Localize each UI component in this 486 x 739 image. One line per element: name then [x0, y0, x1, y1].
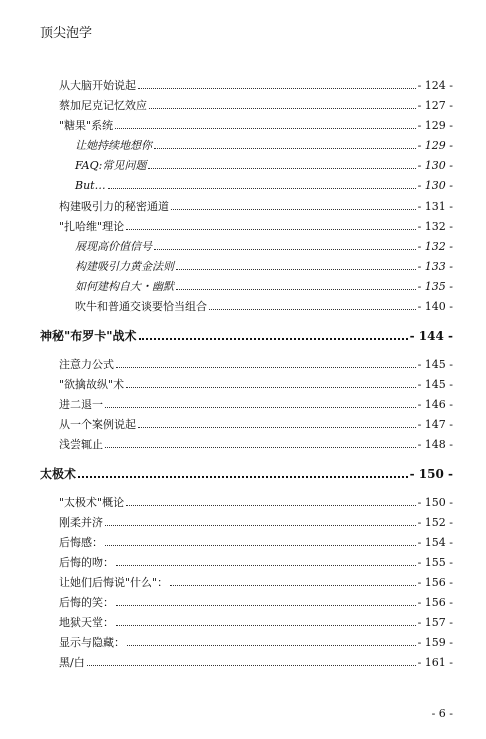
page-number: - 6 -: [431, 707, 453, 720]
toc-section-heading[interactable]: [40, 329, 453, 343]
toc-entry-title: 黑/白: [59, 656, 85, 669]
toc-entry-page: - 130 -: [417, 159, 453, 172]
toc-entry-title: But…: [75, 179, 106, 192]
toc-entry-title: 让她们后悔说"什么"：: [59, 576, 169, 589]
toc-entry-title: 构建吸引力黄金法则: [75, 260, 174, 273]
toc-entry[interactable]: [59, 616, 453, 630]
toc-entry[interactable]: [59, 200, 453, 214]
toc-entry[interactable]: [59, 656, 453, 670]
toc-entry-page: - 157 -: [417, 616, 453, 629]
toc-entry-title: 后悔的笑：: [59, 596, 114, 609]
toc-leader-dots: [105, 516, 416, 526]
toc-entry-page: - 144 -: [409, 329, 453, 343]
toc-leader-dots: [139, 329, 408, 340]
toc-entry-title: 注意力公式: [59, 358, 114, 371]
toc-entry-title: "扎哈维"理论: [59, 220, 125, 233]
toc-entry-page: - 147 -: [417, 418, 453, 431]
toc-entry-title: 显示与隐藏：: [59, 636, 125, 649]
toc-entry[interactable]: [59, 99, 453, 113]
toc-entry[interactable]: [59, 220, 453, 234]
toc-entry[interactable]: [75, 159, 453, 173]
toc-entry-title: 从一个案例说起: [59, 418, 136, 431]
toc-entry[interactable]: [59, 516, 453, 530]
toc-entry-page: - 133 -: [417, 260, 453, 273]
toc-entry-title: 后悔的吻：: [59, 556, 114, 569]
toc-entry-title: "太极术"概论: [59, 496, 125, 509]
toc-leader-dots: [176, 280, 416, 290]
toc-entry[interactable]: [75, 280, 453, 294]
page-header-title: 顶尖泡学: [40, 26, 93, 41]
toc-leader-dots: [154, 240, 416, 250]
toc-entry[interactable]: [75, 179, 453, 193]
toc-entry-title: 地狱天堂：: [59, 616, 114, 629]
toc-leader-dots: [116, 616, 416, 626]
toc-entry[interactable]: [59, 596, 453, 610]
toc-entry[interactable]: [75, 300, 453, 314]
toc-leader-dots: [154, 139, 416, 149]
toc-entry-title: 蔡加尼克记忆效应: [59, 99, 147, 112]
toc-entry-title: 刚柔并济: [59, 516, 103, 529]
toc-leader-dots: [138, 79, 416, 89]
toc-entry-page: - 132 -: [417, 220, 453, 233]
toc-leader-dots: [126, 378, 415, 388]
toc-leader-dots: [116, 596, 416, 606]
toc-entry-page: - 124 -: [417, 79, 453, 92]
toc-entry[interactable]: [59, 358, 453, 372]
toc-entry-title: 进二退一: [59, 398, 103, 411]
toc-leader-dots: [148, 159, 415, 169]
toc-entry[interactable]: [59, 378, 453, 392]
toc-entry-title: 构建吸引力的秘密通道: [59, 200, 169, 213]
toc-entry-title: FAQ:常见问题: [75, 159, 147, 172]
toc-leader-dots: [171, 200, 416, 210]
toc-entry[interactable]: [59, 119, 453, 133]
toc-entry[interactable]: [59, 398, 453, 412]
toc-entry[interactable]: [59, 556, 453, 570]
toc-leader-dots: [87, 656, 416, 666]
toc-leader-dots: [105, 536, 416, 546]
toc-leader-dots: [116, 556, 416, 566]
toc-entry[interactable]: [75, 240, 453, 254]
toc-entry-page: - 129 -: [417, 139, 453, 152]
toc-entry-page: - 154 -: [417, 536, 453, 549]
toc-entry-title: 神秘"布罗卡"战术: [40, 329, 137, 343]
toc-entry-page: - 148 -: [417, 438, 453, 451]
toc-leader-dots: [78, 467, 408, 478]
toc-leader-dots: [149, 99, 416, 109]
toc-entry-title: 让她持续地想你: [75, 139, 152, 152]
toc-leader-dots: [176, 260, 416, 270]
toc-entry[interactable]: [75, 139, 453, 153]
toc-entry-title: "欲擒故纵"术: [59, 378, 125, 391]
toc-entry[interactable]: [59, 79, 453, 93]
toc-entry-page: - 156 -: [417, 576, 453, 589]
toc-entry-page: - 155 -: [417, 556, 453, 569]
toc-leader-dots: [209, 300, 416, 310]
toc-leader-dots: [115, 119, 415, 129]
toc-entry[interactable]: [59, 418, 453, 432]
toc-entry-page: - 145 -: [417, 378, 453, 391]
toc-entry-title: 浅尝辄止: [59, 438, 103, 451]
toc-entry-page: - 156 -: [417, 596, 453, 609]
toc-entry-title: 太极术: [40, 467, 77, 481]
toc-entry-page: - 152 -: [417, 516, 453, 529]
toc-entry-page: - 146 -: [417, 398, 453, 411]
toc-entry-page: - 135 -: [417, 280, 453, 293]
toc-entry-page: - 161 -: [417, 656, 453, 669]
toc-entry[interactable]: [59, 438, 453, 452]
toc-entry[interactable]: [59, 636, 453, 650]
toc-entry-title: "糖果"系统: [59, 119, 114, 132]
toc-leader-dots: [108, 179, 416, 189]
toc-entry[interactable]: [59, 576, 453, 590]
toc-leader-dots: [126, 220, 415, 230]
toc-entry-title: 从大脑开始说起: [59, 79, 136, 92]
toc-entry-title: 如何建构自大・幽默: [75, 280, 174, 293]
toc-entry-page: - 131 -: [417, 200, 453, 213]
toc-entry[interactable]: [75, 260, 453, 274]
toc-entry-title: 展现高价值信号: [75, 240, 152, 253]
toc-leader-dots: [127, 636, 416, 646]
toc-leader-dots: [170, 576, 415, 586]
toc-entry-page: - 130 -: [417, 179, 453, 192]
toc-leader-dots: [116, 358, 416, 368]
toc-entry[interactable]: [59, 496, 453, 510]
toc-section-heading[interactable]: [40, 467, 453, 481]
toc-entry-title: 后悔感：: [59, 536, 103, 549]
toc-entry-page: - 150 -: [417, 496, 453, 509]
toc-entry-page: - 132 -: [417, 240, 453, 253]
toc-leader-dots: [105, 438, 416, 448]
toc-entry-page: - 145 -: [417, 358, 453, 371]
toc-entry-page: - 150 -: [409, 467, 453, 481]
toc-entry-page: - 129 -: [417, 119, 453, 132]
toc-entry-page: - 159 -: [417, 636, 453, 649]
toc-entry-page: - 127 -: [417, 99, 453, 112]
toc-leader-dots: [126, 496, 415, 506]
toc-entry[interactable]: [59, 536, 453, 550]
toc-entry-title: 吹牛和普通交谈要恰当组合: [75, 300, 207, 313]
toc-leader-dots: [138, 418, 416, 428]
toc-entry-page: - 140 -: [417, 300, 453, 313]
toc-leader-dots: [105, 398, 416, 408]
